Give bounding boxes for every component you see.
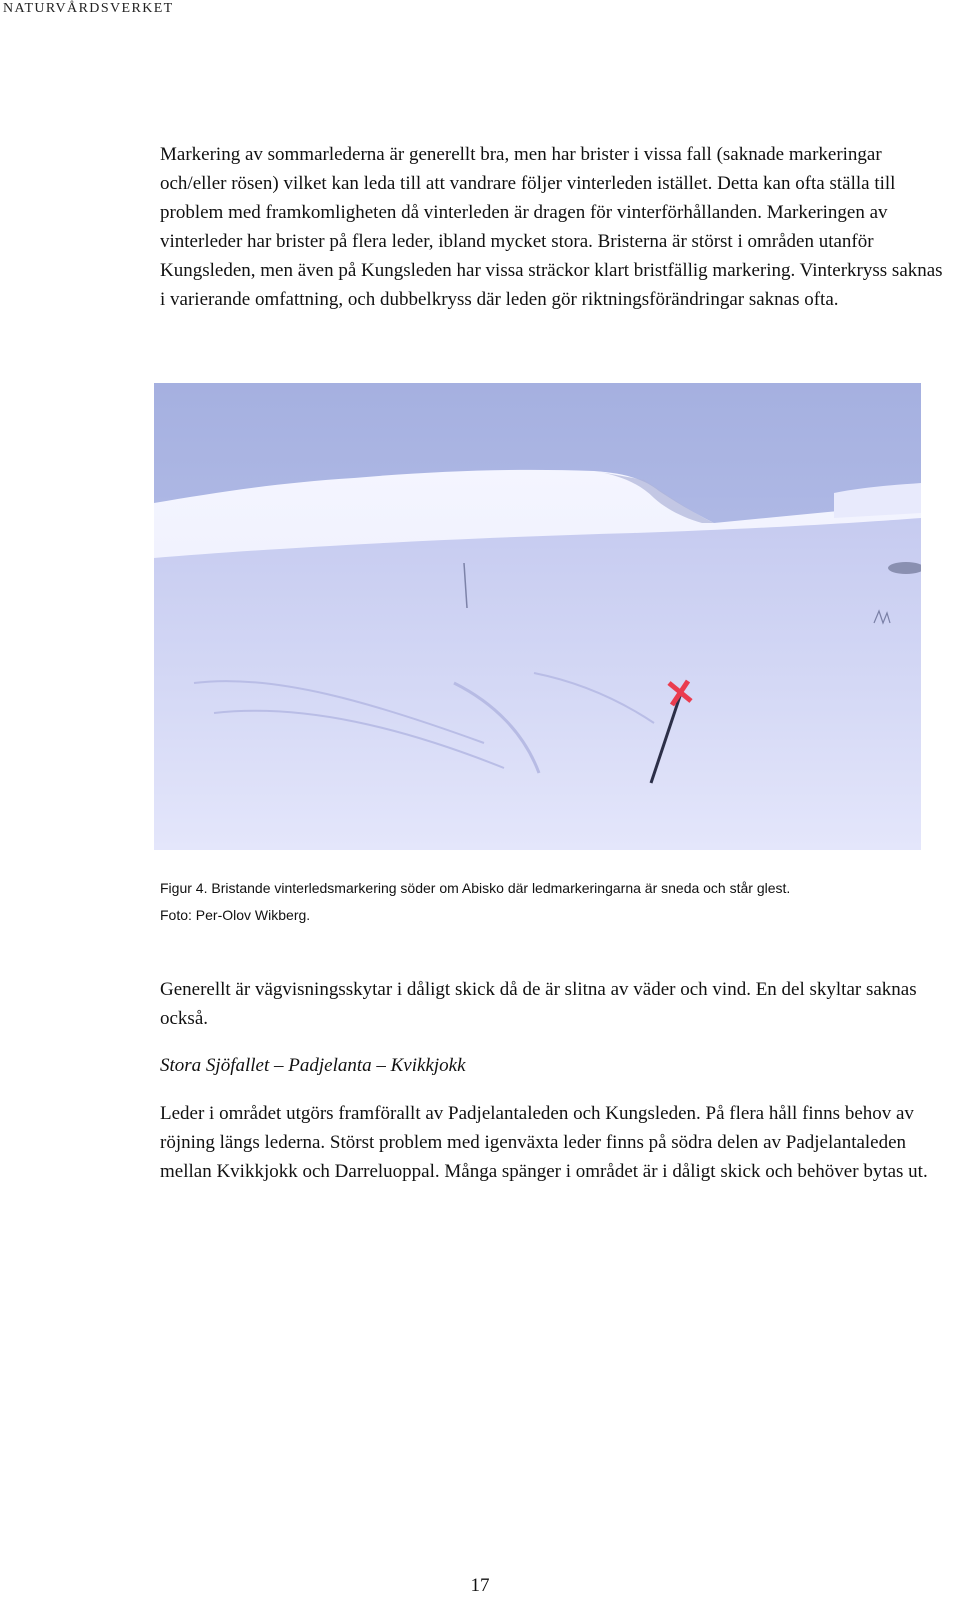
page-number: 17 [470,1575,490,1596]
header-organization: NATURVÅRDSVERKET [3,1,174,16]
paragraph-padjelanta: Leder i området utgörs framförallt av Padjelantaleden och Kungsleden. På flera håll finns behov av röjning längs lederna. Störst problem med igenväxta leder finns på södra delen av Padjelantaleden mellan Kvikkjokk och Darreluoppal. Många spänger i området är i dåligt skick och behöver bytas ut. [160,1103,928,1182]
snow-landscape-photo [154,383,921,850]
figure-caption [160,875,950,929]
section-heading: Stora Sjöfallet – Padjelanta – Kvikkjokk [160,1055,466,1076]
paragraph-trail-marking: Markering av sommarlederna är generellt bra, men har brister i vissa fall (saknade markeringar och/eller rösen) vilket kan leda till att vandrare följer vinterleden istället. Detta kan ofta ställa till problem med framkomligheten då vinterleden är dragen för vinterförhållanden. Markeringen av vinterleder har brister på flera leder, ibland mycket stora. Bristerna är störst i områden utanför Kungsleden, men även på Kungsleden har vissa sträckor klart bristfällig markering. Vinterkryss saknas i varierande omfattning, och dubbelkryss där leden gör riktningsförändringar saknas ofta. [160,144,943,310]
photo-credit: Foto: Per-Olov Wikberg. [160,907,311,923]
paragraph-signage: Generellt är vägvisningsskytar i dåligt skick då de är slitna av väder och vind. En del skyltar saknas också. [160,979,917,1029]
caption-text: Figur 4. Bristande vinterledsmarkering söder om Abisko där ledmarkeringarna är sneda och står glest. [160,880,791,896]
figure-winter-trail-photo [154,383,921,850]
